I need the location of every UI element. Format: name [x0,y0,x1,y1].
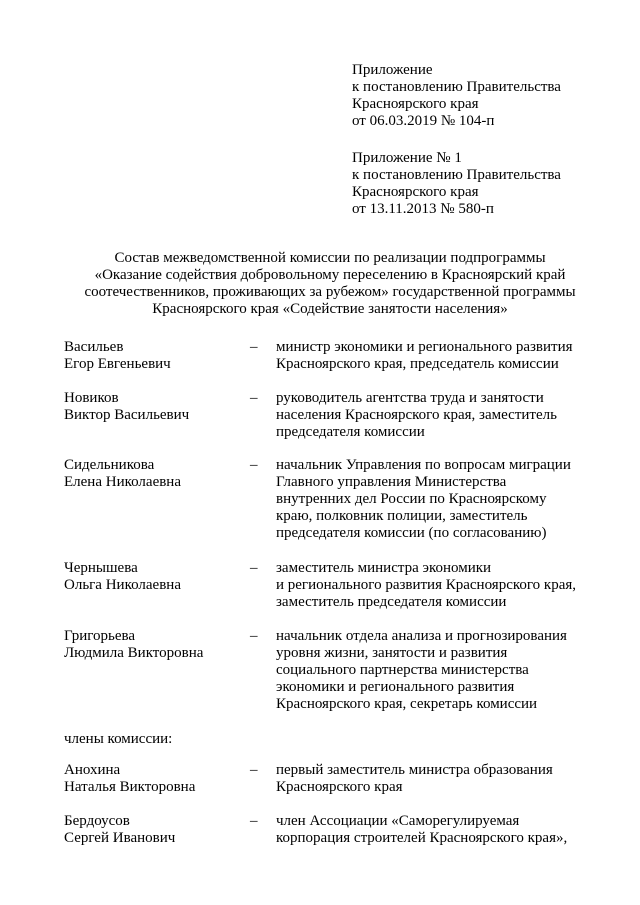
member-surname: Анохина [64,762,121,778]
dash-separator: – [250,457,258,473]
appendix-line: Приложение № 1 [352,150,462,166]
role-line: корпорация строителей Красноярского края», [276,830,568,846]
role-line: начальник отдела анализа и прогнозирования [276,628,567,644]
dash-separator: – [250,628,258,644]
role-line: член Ассоциации «Саморегулируемая [276,813,520,829]
role-line: внутренних дел России по Красноярскому [276,491,547,507]
member-given-names: Елена Николаевна [64,474,181,490]
member-role [276,457,596,542]
dash-separator: – [250,560,258,576]
role-line: Главного управления Министерства [276,474,507,490]
appendix-line: от 06.03.2019 № 104-п [352,113,495,129]
role-line: краю, полковник полиции, заместитель [276,508,528,524]
role-line: и регионального развития Красноярского края, [276,577,577,593]
title-line: Красноярского края «Содействие занятости населения» [152,301,508,317]
role-line: Красноярского края, секретарь комиссии [276,696,538,712]
appendix-header [352,62,612,130]
dash-separator: – [250,813,258,829]
member-surname: Новиков [64,390,119,406]
member-given-names: Наталья Викторовна [64,779,196,795]
member-name [64,813,244,847]
dash-separator: – [250,339,258,355]
role-line: заместитель министра экономики [276,560,492,576]
member-name [64,762,244,796]
member-given-names: Людмила Викторовна [64,645,204,661]
title-line: соотечественников, проживающих за рубежом» государственной программы [84,284,576,300]
member-surname: Васильев [64,339,124,355]
appendix-line: от 13.11.2013 № 580-п [352,201,494,217]
role-line: Красноярского края, председатель комиссии [276,356,559,372]
member-given-names: Егор Евгеньевич [64,356,171,372]
member-given-names: Виктор Васильевич [64,407,190,423]
member-role [276,339,596,373]
member-role [276,390,596,441]
member-surname: Григорьева [64,628,136,644]
member-role [276,560,596,611]
appendix-line: к постановлению Правительства [352,167,561,183]
role-line: начальник Управления по вопросам миграции [276,457,571,473]
title-line: «Оказание содействия добровольному переселению в Красноярский край [94,267,566,283]
member-role [276,628,596,713]
role-line: председателя комиссии (по согласованию) [276,525,547,541]
members-heading: члены комиссии: [64,731,173,747]
appendix-line: к постановлению Правительства [352,79,561,95]
dash-separator: – [250,762,258,778]
appendix-line: Приложение [352,62,433,78]
role-line: руководитель агентства труда и занятости [276,390,544,406]
appendix-line: Красноярского края [352,96,479,112]
dash-separator: – [250,390,258,406]
member-name [64,560,244,594]
appendix-line: Красноярского края [352,184,479,200]
role-line: социального партнерства министерства [276,662,529,678]
role-line: заместитель председателя комиссии [276,594,507,610]
role-line: экономики и регионального развития [276,679,515,695]
member-surname: Чернышева [64,560,138,576]
member-given-names: Ольга Николаевна [64,577,181,593]
document-title [60,250,600,318]
member-surname: Сидельникова [64,457,155,473]
member-given-names: Сергей Иванович [64,830,176,846]
role-line: Красноярского края [276,779,403,795]
role-line: первый заместитель министра образования [276,762,553,778]
role-line: населения Красноярского края, заместитель [276,407,557,423]
member-name [64,628,244,662]
member-role [276,762,596,796]
role-line: министр экономики и регионального развития [276,339,573,355]
appendix-header-original [352,150,612,218]
role-line: уровня жизни, занятости и развития [276,645,508,661]
role-line: председателя комиссии [276,424,425,440]
member-name [64,339,244,373]
member-name [64,457,244,491]
member-name [64,390,244,424]
member-role [276,813,596,847]
member-surname: Бердоусов [64,813,130,829]
title-line: Состав межведомственной комиссии по реализации подпрограммы [114,250,546,266]
